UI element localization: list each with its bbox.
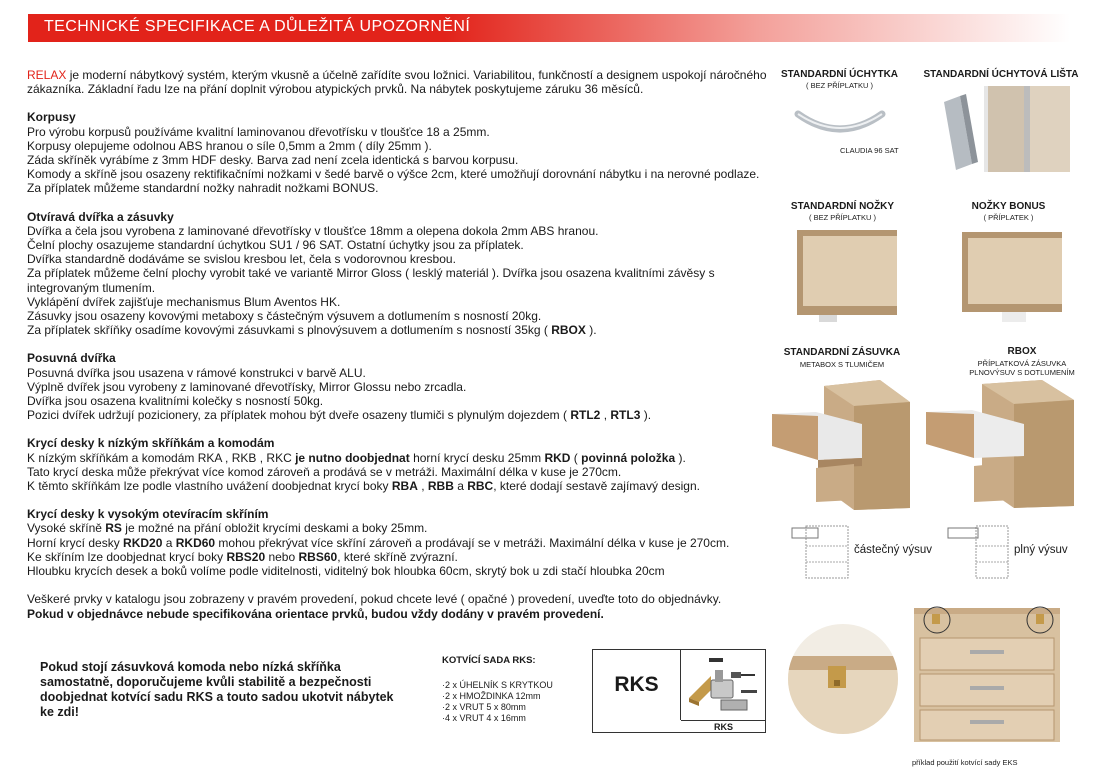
intro-text: je moderní nábytkový systém, kterým vkusně a účelně zařídíte svou ložnici. Variabilitou, funkčností a designem uspokojí náročného zákazníka. Základní řadu lze na přání doplnit výrobou atypických prvků. Na nábytek poskytujeme záruku 36 měsíců. xyxy=(27,68,767,97)
anchor-kit-contents xyxy=(442,655,592,724)
text-span: a xyxy=(453,479,468,494)
figure-subtitle: ( PŘÍPLATEK ) xyxy=(983,213,1034,222)
text-line xyxy=(27,536,772,550)
brand-name: RELAX xyxy=(27,68,67,82)
text-span: Horní krycí desky xyxy=(27,535,124,550)
text-span: K nízkým skříňkám a komodám RKA , RKB , RKC xyxy=(27,450,296,465)
section-title: Krycí desky k vysokým otevíracím skříním xyxy=(27,507,269,522)
anchor-detail-image xyxy=(788,620,898,738)
anchor-detail-icon xyxy=(788,620,898,738)
emphasis: povinná položka xyxy=(581,450,676,465)
cabinet-schematic-icon xyxy=(946,520,1012,580)
legs-bonus-icon xyxy=(962,232,1062,322)
anchor-example-caption: příklad použití kotvící sady EKS xyxy=(912,758,1018,767)
figure-title: STANDARDNÍ ÚCHYTOVÁ LIŠTA xyxy=(923,69,1079,80)
product-code: RBS20 xyxy=(226,549,266,564)
page-title: TECHNICKÉ SPECIFIKACE A DŮLEŽITÁ UPOZORNĚNÍ xyxy=(44,18,471,35)
rail-image xyxy=(936,86,1070,172)
figure-subtitle: PLNOVÝSUV S DOTLUMENÍM xyxy=(969,368,1075,377)
text-span: , které dodají sestavě zajímavý design. xyxy=(493,479,700,494)
text-line xyxy=(27,323,772,337)
text-line: Výplně dvířek jsou vyrobeny z laminované dřevotřísky, Mirror Glossu nebo zrcadla. xyxy=(27,379,467,394)
legs-bonus-image xyxy=(962,232,1062,322)
figure-subtitle: PŘÍPLATKOVÁ ZÁSUVKA xyxy=(977,359,1067,368)
text-span: ). xyxy=(585,323,597,338)
section-kryci-vysoke xyxy=(27,507,772,578)
kit-item: ·4 x VRUT 4 x 16mm xyxy=(442,713,526,723)
text-line: Tato krycí deska může překrývat více komod zároveň a prodává se v metráži. Maximální délka v kuse je 270cm. xyxy=(27,464,622,479)
specification-text xyxy=(27,68,772,635)
text-line: Dvířka standardně dodáváme se svislou kresbou let, čela s vodorovnou kresbou. xyxy=(27,252,456,267)
anchored-dresser-image xyxy=(910,602,1064,748)
full-pullout-label: plný výsuv xyxy=(1014,544,1068,556)
legs-image xyxy=(797,230,897,322)
handle-name: CLAUDIA 96 SAT xyxy=(840,146,899,155)
kit-code: RKS xyxy=(593,650,681,720)
text-line xyxy=(27,451,772,465)
figure-title: STANDARDNÍ ÚCHYTKA xyxy=(780,69,899,80)
section-kryci-nizke xyxy=(27,436,772,493)
text-line xyxy=(27,408,772,422)
product-code: RKD20 xyxy=(123,535,163,550)
figure-title: RBOX xyxy=(1007,346,1037,357)
drawer-icon xyxy=(924,376,1080,511)
text-line: Posuvná dvířka jsou usazena v rámové konstrukci v barvě ALU. xyxy=(27,365,366,380)
text-line: Za příplatek můžeme čelní plochy vyrobit také ve variantě Mirror Gloss ( lesklý materiál ). Dvířka jsou osazena kvalitními závěsy s integrovaným tlumením. xyxy=(27,266,715,295)
text-line: Vyklápění dvířek zajišťuje mechanismus Blum Aventos HK. xyxy=(27,294,341,309)
text-line: Hloubku krycích desek a boků volíme podle viditelnosti, viditelný bok hloubka 60cm, skrytý bok u zdi stačí hloubka 20cm xyxy=(27,564,665,579)
text-line: Dvířka a čela jsou vyrobena z laminované dřevotřísky v tloušťce 18mm a olepena dokola 2mm ABS hranou. xyxy=(27,223,599,238)
section-korpusy xyxy=(27,110,772,195)
text-line: Komody a skříně jsou osazeny rektifikačními nožkami v šedé barvě o výšce 2cm, které umožňují dorovnání nábytku i na nerovné podlaze. Za příplatek můžeme standardní nožky nahradit nožkami BONUS. xyxy=(27,167,760,196)
section-title: Krycí desky k nízkým skříňkám a komodám xyxy=(27,436,275,451)
dresser-icon xyxy=(910,602,1064,748)
section-title: Otvíravá dvířka a zásuvky xyxy=(27,209,174,224)
text-span: ( xyxy=(570,450,582,465)
kit-caption: RKS xyxy=(681,720,766,733)
figure-subtitle: ( BEZ PŘÍPLATKU ) xyxy=(806,81,873,90)
text-span: Ke skříním lze doobjednat krycí boky xyxy=(27,549,227,564)
text-line: Zásuvky jsou osazeny kovovými metaboxy s částečným výsuvem a dotlumením s nosností 20kg. xyxy=(27,309,542,324)
text-span: ). xyxy=(675,450,686,465)
anchor-kit-warning: Pokud stojí zásuvková komoda nebo nízká skříňka samostatně, doporučujeme kvůli stabilitě a bezpečnosti doobjednat kotvící sadu RKS a touto sadou ukotvit nábytek ke zdi! xyxy=(40,660,394,719)
section-posuvna-dvirka xyxy=(27,351,772,422)
bracket-icon xyxy=(681,650,766,720)
rail-icon xyxy=(936,86,1070,172)
orientation-note xyxy=(27,592,772,620)
anchor-bracket-image xyxy=(681,650,766,720)
figure-title: STANDARDNÍ ZÁSUVKA xyxy=(783,347,901,358)
text-line-bold: Pokud v objednávce nebude specifikována orientace prvků, budou vždy dodány v pravém provedení. xyxy=(27,606,604,621)
text-span: ). xyxy=(640,408,652,423)
kit-item: ·2 x HMOŽDINKA 12mm xyxy=(442,691,541,701)
section-oteviraci-dvirka xyxy=(27,210,772,338)
cabinet-schematic-icon xyxy=(790,520,852,580)
text-span: , které skříně zvýrazní. xyxy=(337,549,458,564)
text-line: Záda skříněk vyrábíme z 3mm HDF desky. Barva zad není zcela identická s barvou korpusu. xyxy=(27,153,519,168)
text-line: Veškeré prvky v katalogu jsou zobrazeny v pravém provedení, pokud chcete levé ( opačné ) provedení, uveďte toto do objednávky. xyxy=(27,592,722,607)
product-code: RBOX xyxy=(551,323,586,338)
product-code: RTL2 xyxy=(570,408,601,423)
anchor-kit-table xyxy=(592,649,766,733)
text-span: Za příplatek skříňky osadíme kovovými zásuvkami s plnovýsuvem a dotlumením s nosností 35kg ( xyxy=(27,323,552,338)
drawer-icon xyxy=(770,376,920,511)
product-code: RS xyxy=(105,521,122,536)
text-span: , xyxy=(600,408,611,423)
product-code: RKD60 xyxy=(175,535,216,550)
figure-title: STANDARDNÍ NOŽKY xyxy=(790,201,895,212)
figure-title: NOŽKY BONUS xyxy=(971,201,1046,212)
kit-title: KOTVÍCÍ SADA RKS: xyxy=(442,655,536,666)
section-title: Posuvná dvířka xyxy=(27,351,116,366)
product-code: RBB xyxy=(427,479,454,494)
text-line xyxy=(27,550,772,564)
text-line xyxy=(27,521,772,535)
text-span: , xyxy=(417,479,428,494)
text-span: a xyxy=(162,535,176,550)
text-line: Dvířka jsou osazena kvalitními kolečky s nosností 50kg. xyxy=(27,394,324,409)
product-code: RBC xyxy=(467,479,494,494)
text-span: K těmto skříňkám lze podle vlastního uvážení doobjednat krycí boky xyxy=(27,479,392,494)
text-line xyxy=(27,479,772,493)
kit-item: ·2 x ÚHELNÍK S KRYTKOU xyxy=(442,680,553,690)
partial-pullout-diagram xyxy=(790,520,852,580)
legs-icon xyxy=(797,230,897,322)
partial-pullout-label: částečný výsuv xyxy=(854,544,932,556)
text-line: Pro výrobu korpusů používáme kvalitní laminovanou dřevotřísku v tloušťce 18 a 25mm. xyxy=(27,124,490,139)
product-code: RTL3 xyxy=(610,408,641,423)
product-code: RKD xyxy=(544,450,571,465)
text-line: Korpusy olepujeme odolnou ABS hranou o síle 0,5mm a 2mm ( díly 25mm ). xyxy=(27,138,432,153)
text-span: je možné na přání obložit krycími deskami a boky 25mm. xyxy=(121,521,428,536)
text-line: Čelní plochy osazujeme standardní úchytkou SU1 / 96 SAT. Ostatní úchytky jsou za příplatek. xyxy=(27,238,524,253)
product-code: RBA xyxy=(391,479,418,494)
standard-drawer-image xyxy=(770,376,920,511)
product-code: RBS60 xyxy=(298,549,338,564)
text-span: horní krycí desku 25mm xyxy=(409,450,545,465)
text-span: mohou překrývat více skříní zároveň a prodávají se v metráži. Maximální délka v kuse je 270cm. xyxy=(215,535,730,550)
emphasis: je nutno doobjednat xyxy=(295,450,410,465)
text-span: nebo xyxy=(265,549,299,564)
figure-subtitle: METABOX S TLUMIČEM xyxy=(799,360,885,369)
text-span: Vysoké skříně xyxy=(27,521,106,536)
full-pullout-diagram xyxy=(946,520,1012,580)
rbox-drawer-image xyxy=(924,376,1080,511)
figure-subtitle: ( BEZ PŘÍPLATKU ) xyxy=(809,213,876,222)
intro-section xyxy=(27,68,772,96)
kit-item: ·2 x VRUT 5 x 80mm xyxy=(442,702,526,712)
section-title: Korpusy xyxy=(27,110,76,125)
text-span: Pozici dvířek udržují pozicionery, za příplatek mohou být dveře osazeny tlumiči s plynulým dojezdem ( xyxy=(27,408,571,423)
